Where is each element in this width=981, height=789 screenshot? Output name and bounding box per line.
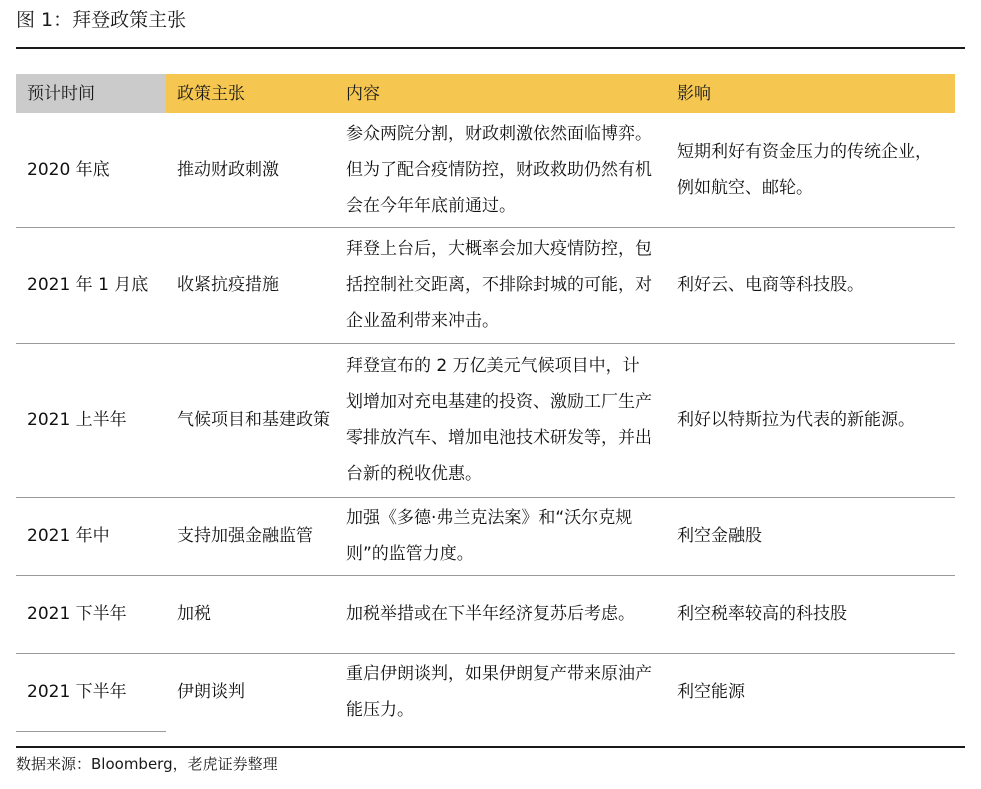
cell-time: 2021 下半年 [16,653,166,731]
cell-impact: 利空税率较高的科技股 [666,575,955,653]
policy-table [16,74,955,732]
table-row [16,343,955,497]
source-note: 数据来源：Bloomberg，老虎证券整理 [16,755,278,773]
header-policy: 政策主张 [166,74,335,113]
table-row [16,227,955,343]
cell-content: 加税举措或在下半年经济复苏后考虑。 [335,575,666,653]
cell-impact: 利好云、电商等科技股。 [666,227,955,343]
cell-time: 2021 下半年 [16,575,166,653]
cell-time: 2020 年底 [16,113,166,227]
cell-content: 拜登宣布的 2 万亿美元气候项目中，计划增加对充电基建的投资、激励工厂生产零排放汽车、增加电池技术研发等，并出台新的税收优惠。 [335,343,666,497]
table-header-row [16,74,955,113]
table-row [16,113,955,227]
cell-policy: 气候项目和基建政策 [166,343,335,497]
cell-impact: 利好以特斯拉为代表的新能源。 [666,343,955,497]
header-impact: 影响 [666,74,955,113]
cell-content: 重启伊朗谈判，如果伊朗复产带来原油产能压力。 [346,664,652,721]
cell-content: 拜登上台后，大概率会加大疫情防控，包括控制社交距离，不排除封城的可能，对企业盈利带来冲击。 [335,227,666,343]
header-content: 内容 [335,74,666,113]
table-row [16,653,955,731]
cell-policy: 收紧抗疫措施 [166,227,335,343]
cell-time: 2021 年 1 月底 [16,227,166,343]
policy-table-container [16,74,955,732]
figure-title: 图 1：拜登政策主张 [16,9,187,31]
cell-policy: 支持加强金融监管 [166,497,335,575]
cell-content: 加强《多德·弗兰克法案》和“沃尔克规则”的监管力度。 [335,497,666,575]
table-row [16,575,955,653]
cell-time: 2021 年中 [16,497,166,575]
top-rule [16,47,965,49]
cell-content: 参众两院分割，财政刺激依然面临博弈。但为了配合疫情防控，财政救助仍然有机会在今年年底前通过。 [335,113,666,227]
cell-impact: 利空能源 [677,682,745,703]
cell-policy: 伊朗谈判 [177,682,245,703]
bottom-rule [16,746,965,748]
cell-impact: 短期利好有资金压力的传统企业，例如航空、邮轮。 [666,113,955,227]
header-expected-time: 预计时间 [16,74,166,113]
cell-impact: 利空金融股 [666,497,955,575]
cell-policy: 推动财政刺激 [166,113,335,227]
cell-policy: 加税 [166,575,335,653]
table-row [16,497,955,575]
cell-time: 2021 上半年 [16,343,166,497]
